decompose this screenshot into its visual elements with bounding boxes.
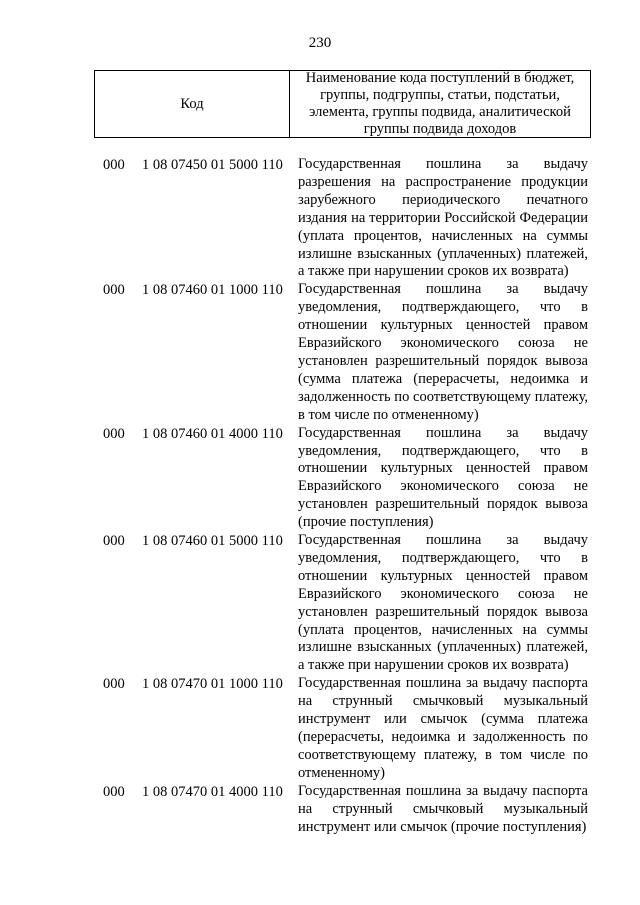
admin-code: 000 <box>103 425 125 442</box>
table-row <box>0 783 640 837</box>
budget-code: 1 08 07460 01 1000 110 <box>142 282 283 299</box>
table-row <box>0 675 640 782</box>
header-name-label: Наименование кода поступлений в бюджет, группы, подгруппы, статьи, подстатьи, элемента, группы подвида, аналитической группы подвида доходов <box>305 70 575 137</box>
revenue-name: Государственная пошлина за выдачу паспорта на струнный смычковый музыкальный инструмент или смычок (прочие поступления) <box>298 782 588 835</box>
budget-code: 1 08 07470 01 4000 110 <box>142 783 283 800</box>
revenue-code-list <box>0 156 640 836</box>
budget-code: 1 08 07450 01 5000 110 <box>142 157 283 173</box>
table-row <box>0 156 640 281</box>
header-code-label: Код <box>95 71 290 137</box>
table-row <box>0 532 640 675</box>
page-number: 230 <box>308 35 332 51</box>
budget-code: 1 08 07470 01 1000 110 <box>142 676 283 693</box>
budget-code: 1 08 07460 01 4000 110 <box>142 425 283 442</box>
revenue-name: Государственная пошлина за выдачу разрешения на распространение продукции зарубежного периодического печатного издания на территории Российской Федерации (уплата процентов, начисленных на суммы излишне взысканных (уплаченных) платежей, а также при нарушении сроков их возврата) <box>298 156 588 280</box>
table-row <box>0 281 640 424</box>
admin-code: 000 <box>103 533 125 550</box>
revenue-name: Государственная пошлина за выдачу уведомления, подтверждающего, что в отношении культурных ценностей правом Евразийского экономического союза не установлен разрешительный порядок вывоза (уплата процентов, начисленных на суммы излишне взысканных (уплаченных) платежей, а также при нарушении сроков их возврата) <box>298 532 588 674</box>
revenue-name: Государственная пошлина за выдачу уведомления, подтверждающего, что в отношении культурных ценностей правом Евразийского экономического союза не установлен разрешительный порядок вывоза (сумма платежа (перерасчеты, недоимка и задолженность по соответствующему платежу, в том числе по отмененному) <box>298 281 588 423</box>
budget-code: 1 08 07460 01 5000 110 <box>142 533 283 550</box>
revenue-name: Государственная пошлина за выдачу уведомления, подтверждающего, что в отношении культурных ценностей правом Евразийского экономического союза не установлен разрешительный порядок вывоза (прочие поступления) <box>298 424 588 531</box>
table-row <box>0 425 640 532</box>
table-header <box>94 70 591 138</box>
admin-code: 000 <box>103 282 125 299</box>
admin-code: 000 <box>103 676 125 693</box>
admin-code: 000 <box>103 783 125 800</box>
admin-code: 000 <box>103 157 125 173</box>
revenue-name: Государственная пошлина за выдачу паспорта на струнный смычковый музыкальный инструмент или смычок (сумма платежа (перерасчеты, недоимка и задолженность по соответствующему платежу, в том числе по отмененному) <box>298 675 588 781</box>
